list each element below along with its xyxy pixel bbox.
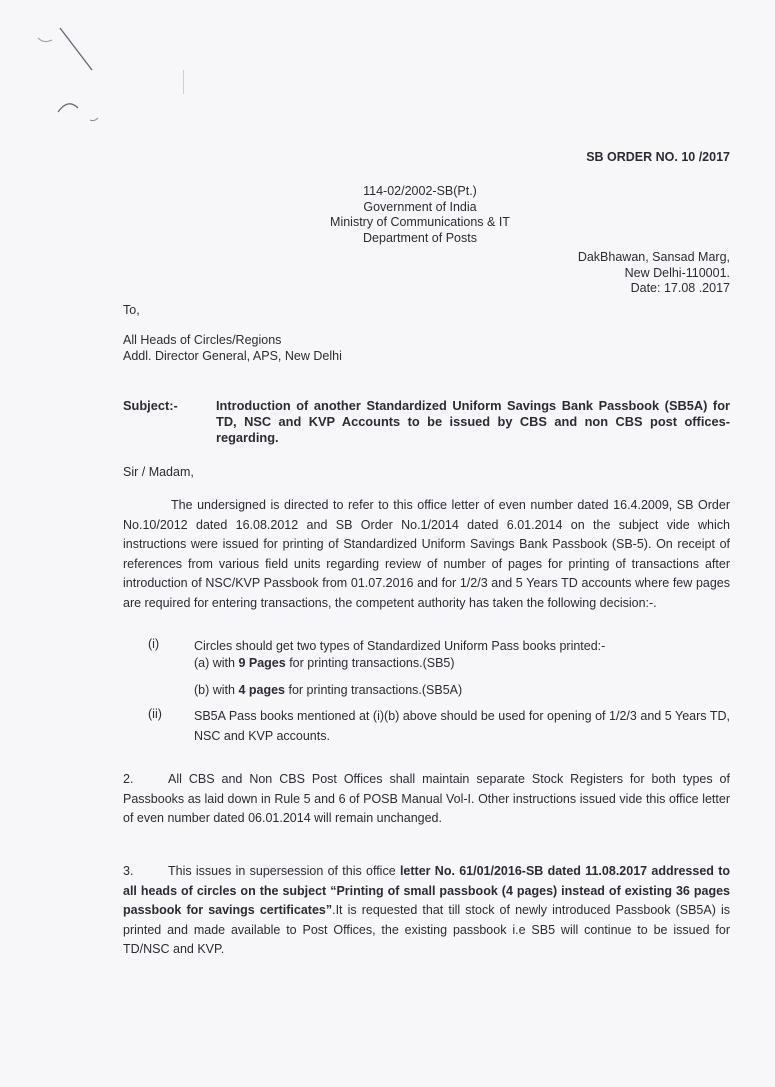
order-number: SB ORDER NO. 10 /2017	[586, 150, 730, 164]
ministry-line: Ministry of Communications & IT	[330, 215, 510, 229]
sub-item-b-pre: (b) with	[194, 683, 239, 697]
file-number: 114-02/2002-SB(Pt.)	[363, 184, 477, 198]
item-i-text: Circles should get two types of Standardized Uniform Pass books printed:-	[194, 639, 606, 653]
recipients-block	[123, 333, 342, 364]
paragraph-1: The undersigned is directed to refer to this office letter of even number dated 16.4.2009, SB Order No.10/2012 dated 16.08.2012 and SB Order No.1/2014 dated 6.01.2014 on the subject vide which instructions were issued for printing of Standardized Uniform Savings Bank Passbook (SB-5). On receipt of references from various field units regarding review of number of pages for printing of transactions after introduction of NSC/KVP Passbook from 01.07.2016 and for 1/2/3 and 5 Years TD accounts where few pages are required for entering transactions, the competent authority has taken the following decision:-.	[123, 498, 730, 610]
paragraph-3	[123, 862, 730, 960]
paragraph-2-text: All CBS and Non CBS Post Offices shall maintain separate Stock Registers for both types of Passbooks as laid down in Rule 5 and 6 of POSB Manual Vol-I. Other instructions issued vide this office letter of even number dated 06.01.2014 will remain unchanged.	[123, 772, 730, 825]
reference-block	[300, 184, 540, 246]
department-line: Department of Posts	[363, 230, 477, 245]
sub-item-a	[194, 656, 455, 672]
address-line-1: DakBhawan, Sansad Marg,	[577, 250, 730, 264]
pen-scribble-mark	[30, 20, 140, 130]
sub-item-b-bold: 4 pages	[238, 683, 286, 697]
to-line: To,	[123, 303, 140, 317]
salutation: Sir / Madam,	[123, 465, 194, 479]
recipient-1: All Heads of Circles/Regions	[123, 333, 282, 347]
sub-item-a-pre: (a) with	[194, 656, 239, 670]
item-ii-text: SB5A Pass books mentioned at (i)(b) above should be used for opening of 1/2/3 and 5 Years TD, NSC and KVP accounts.	[194, 709, 730, 743]
government-line: Government of India	[363, 199, 477, 214]
subject-label: Subject:-	[123, 398, 178, 413]
paragraph-2	[123, 770, 730, 829]
paragraph-3-post: .It is requested that till stock of newly introduced Passbook (SB5A) is printed and made available to Post Offices, the existing passbook i.e SB5 will continue to be issued for TD/NSC and KVP.	[123, 903, 730, 956]
sub-item-a-post: for printing transactions.(SB5)	[285, 656, 455, 670]
address-block	[520, 250, 730, 297]
item-i-number: (i)	[148, 637, 160, 651]
sub-item-b	[194, 683, 462, 699]
address-line-2: New Delhi-110001.	[624, 265, 730, 280]
scan-artifact	[183, 70, 184, 94]
sub-item-a-bold: 9 Pages	[238, 656, 286, 670]
paragraph-3-number: 3.	[123, 864, 134, 878]
recipient-2: Addl. Director General, APS, New Delhi	[123, 348, 342, 363]
paragraph-2-number: 2.	[123, 772, 134, 786]
paragraph-3-bold: letter No. 61/01/2016-SB dated 11.08.2017 addressed to all heads of circles on the subject “Printing of small passbook (4 pages) instead of existing 36 pages passbook for savings certificates”	[123, 864, 730, 917]
sub-item-b-post: for printing transactions.(SB5A)	[285, 683, 463, 697]
letter-date: Date: 17.08 .2017	[630, 281, 730, 295]
subject-text: Introduction of another Standardized Uniform Savings Bank Passbook (SB5A) for TD, NSC and KVP Accounts to be issued by CBS and non CBS post offices-regarding.	[216, 398, 730, 445]
item-ii-number: (ii)	[148, 707, 162, 721]
paragraph-3-pre: This issues in supersession of this office	[168, 864, 400, 878]
